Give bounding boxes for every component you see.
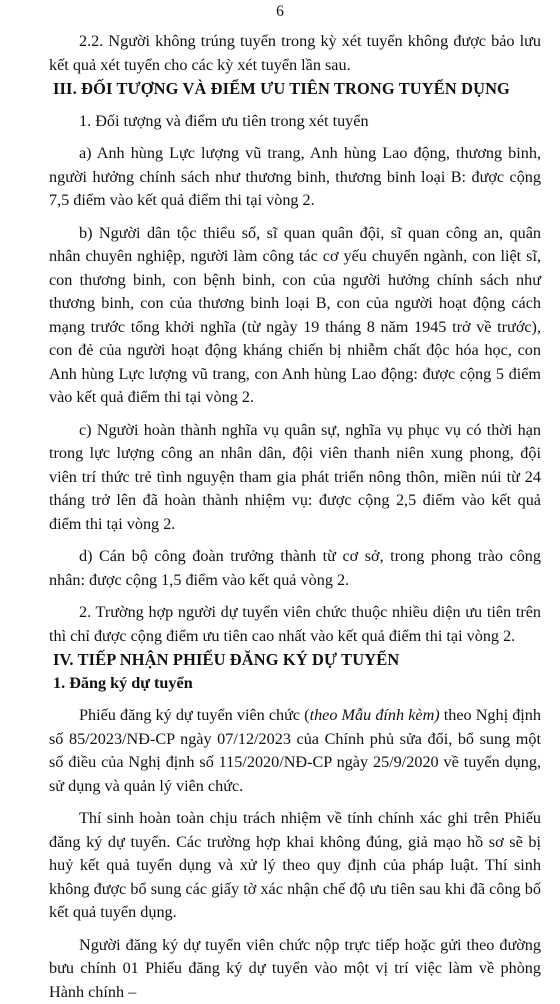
paragraph-b: b) Người dân tộc thiểu số, sĩ quan quân đội, sĩ quan công an, quân nhân chuyên nghiệp, người làm công tác cơ yếu chuyển ngành, con liệt sĩ, con thương binh, con bệnh binh, con của người hưởng chính sách như thương binh, con của thương binh loại B, con của người hoạt động cách mạng trước tổng khởi nghĩa (từ ngày 19 tháng 8 năm 1945 trở về trước), con đẻ của người hoạt động kháng chiến bị nhiễm chất độc hóa học, con Anh hùng Lực lượng vũ trang, con Anh hùng Lao động: được cộng 5 điểm vào kết quả điểm thi tại vòng 2. (49, 222, 541, 410)
subheading-registration: 1. Đăng ký dự tuyển (49, 672, 541, 696)
document-body (49, 30, 541, 1004)
paragraph-1-priority-subjects: 1. Đối tượng và điểm ưu tiên trong xét tuyển (49, 110, 541, 134)
paragraph-registration-form (49, 704, 541, 798)
paragraph-submission: Người đăng ký dự tuyển viên chức nộp trực tiếp hoặc gửi theo đường bưu chính 01 Phiếu đăng ký dự tuyển vào một vị trí việc làm về phòng Hành chính – (49, 934, 541, 1004)
page-number: 6 (0, 3, 560, 21)
registration-form-italic-note: theo Mẫu đính kèm) (310, 706, 440, 724)
paragraph-2-multiple-priority: 2. Trường hợp người dự tuyển viên chức thuộc nhiều diện ưu tiên trên thì chỉ được cộng điểm ưu tiên cao nhất vào kết quả điểm thi tại vòng 2. (49, 601, 541, 648)
paragraph-c: c) Người hoàn thành nghĩa vụ quân sự, nghĩa vụ phục vụ có thời hạn trong lực lượng công an nhân dân, đội viên thanh niên xung phong, đội viên trí thức trẻ tình nguyện tham gia phát triển nông thôn, miền núi từ 24 tháng trở lên đã hoàn thành nhiệm vụ: được cộng 2,5 điểm vào kết quả điểm thi tại vòng 2. (49, 419, 541, 537)
paragraph-a: a) Anh hùng Lực lượng vũ trang, Anh hùng Lao động, thương binh, người hưởng chính sách như thương binh, thương binh loại B: được cộng 7,5 điểm vào kết quả điểm thi tại vòng 2. (49, 142, 541, 213)
section-heading-iii: III. ĐỐI TƯỢNG VÀ ĐIỂM ƯU TIÊN TRONG TUYỂN DỤNG (49, 77, 541, 101)
paragraph-d: d) Cán bộ công đoàn trưởng thành từ cơ sở, trong phong trào công nhân: được cộng 1,5 điểm vào kết quả vòng 2. (49, 545, 541, 592)
section-heading-iv: IV. TIẾP NHẬN PHIẾU ĐĂNG KÝ DỰ TUYỂN (49, 648, 541, 672)
registration-form-text-start: Phiếu đăng ký dự tuyển viên chức ( (79, 706, 310, 724)
paragraph-2-2: 2.2. Người không trúng tuyển trong kỳ xét tuyển không được bảo lưu kết quả xét tuyển cho các kỳ xét tuyển lần sau. (49, 30, 541, 77)
registration-form-text-end: theo Nghị định số 85/2023/NĐ-CP ngày 07/12/2023 của Chính phủ sửa đổi, bổ sung một số điều của Nghị định số 115/2020/NĐ-CP ngày 25/9/2020 về tuyển dụng, sử dụng và quản lý viên chức. (49, 706, 541, 795)
paragraph-candidate-responsibility: Thí sinh hoàn toàn chịu trách nhiệm về tính chính xác ghi trên Phiếu đăng ký dự tuyển. Các trường hợp khai không đúng, giả mạo hồ sơ sẽ bị huỷ kết quả tuyển dụng và xử lý theo quy định của pháp luật. Thí sinh không được bổ sung các giấy tờ xác nhận chế độ ưu tiên sau khi đã công bố kết quả tuyển dụng. (49, 807, 541, 925)
